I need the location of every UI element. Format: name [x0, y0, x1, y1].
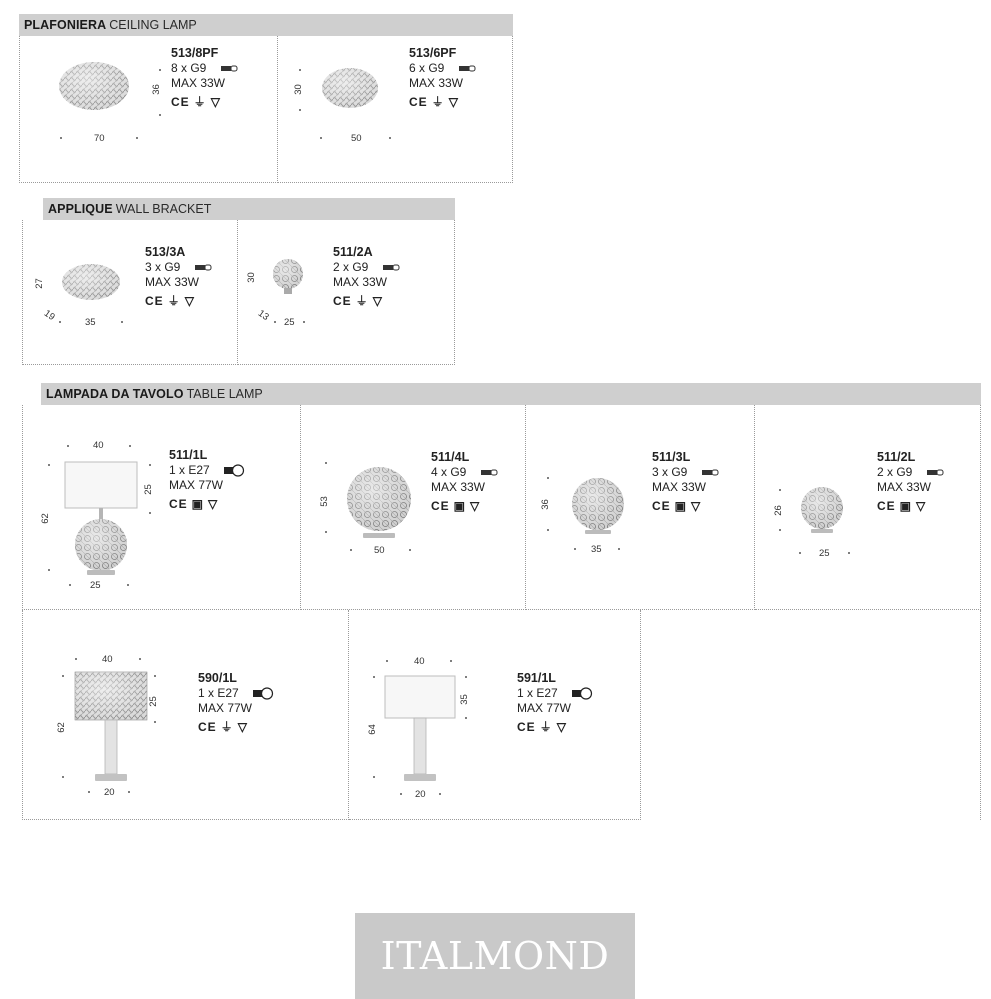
product-code: 511/1L — [169, 448, 208, 462]
section-title-it: APPLIQUE — [48, 202, 113, 216]
dim-height: 26 — [772, 505, 784, 516]
table-lamp-image — [799, 485, 845, 535]
bulb-spec: 1 x E27 — [517, 686, 593, 701]
dim-dot — [299, 69, 301, 71]
dim-dot — [159, 69, 161, 71]
dim-height: 36 — [539, 499, 551, 510]
power-spec: MAX 33W — [409, 76, 464, 90]
ce-mark-icon: CE — [171, 95, 190, 109]
product-spec — [877, 450, 944, 514]
dim-dot — [149, 464, 151, 466]
table-lamp-image — [345, 465, 413, 541]
power-spec: MAX 33W — [877, 480, 932, 494]
product-card-513-8pf — [19, 36, 278, 183]
triangle-v-icon: ▽ — [237, 720, 248, 734]
dim-dot — [325, 531, 327, 533]
earth-icon: ⏚ — [220, 720, 234, 734]
right-edge-rule — [980, 610, 981, 820]
dim-dot — [303, 321, 305, 323]
dim-dot — [325, 462, 327, 464]
g9-capsule-icon — [458, 65, 476, 72]
dim-depth: 13 — [255, 307, 271, 324]
dim-width: 50 — [374, 545, 385, 556]
product-spec — [171, 46, 238, 110]
cert-marks — [877, 499, 944, 514]
triangle-v-icon: ▽ — [691, 499, 702, 513]
g9-capsule-icon — [194, 264, 212, 271]
dim-dot — [154, 675, 156, 677]
triangle-v-icon: ▽ — [184, 294, 195, 308]
product-code: 590/1L — [198, 671, 237, 685]
double-square-icon: ▣ — [453, 499, 467, 513]
dim-height: 30 — [245, 272, 257, 283]
dim-dot — [67, 445, 69, 447]
triangle-v-icon: ▽ — [448, 95, 459, 109]
ce-mark-icon: CE — [198, 720, 217, 734]
dim-dot — [373, 776, 375, 778]
dim-width: 35 — [85, 317, 96, 328]
triangle-v-icon: ▽ — [470, 499, 481, 513]
cert-marks — [169, 497, 245, 512]
dim-dot — [439, 793, 441, 795]
bulb-spec: 1 x E27 — [169, 463, 245, 478]
earth-icon: ⏚ — [539, 720, 553, 734]
power-spec: MAX 33W — [171, 76, 226, 90]
product-spec — [652, 450, 719, 514]
ce-mark-icon: CE — [431, 499, 450, 513]
product-card-511-1l — [22, 405, 301, 610]
earth-icon: ⏚ — [431, 95, 445, 109]
cert-marks — [145, 294, 212, 309]
dim-dot — [547, 529, 549, 531]
cert-marks — [171, 95, 238, 110]
product-card-511-3l — [526, 405, 755, 610]
earth-icon: ⏚ — [193, 95, 207, 109]
product-card-590-1l — [22, 610, 349, 820]
power-spec: MAX 33W — [145, 275, 200, 289]
dim-dot — [48, 464, 50, 466]
dim-height: 62 — [39, 513, 51, 524]
bulb-spec: 4 x G9 — [431, 465, 498, 480]
double-square-icon: ▣ — [674, 499, 688, 513]
e27-bulb-icon — [571, 687, 593, 700]
product-code: 511/2L — [877, 450, 916, 464]
dim-width: 20 — [415, 789, 426, 800]
dim-dot — [59, 321, 61, 323]
dim-dot — [62, 675, 64, 677]
power-spec: MAX 33W — [652, 480, 707, 494]
dim-depth: 19 — [41, 307, 57, 324]
dim-height: 36 — [150, 84, 162, 95]
dim-dot — [779, 489, 781, 491]
cert-marks — [517, 720, 593, 735]
table-lamp-image — [73, 672, 149, 784]
section-title-it: PLAFONIERA — [24, 18, 107, 32]
cert-marks — [198, 720, 274, 735]
dim-dot — [69, 584, 71, 586]
section-title-it: LAMPADA DA TAVOLO — [46, 387, 184, 401]
dim-dot — [274, 321, 276, 323]
product-spec — [409, 46, 476, 110]
triangle-v-icon: ▽ — [210, 95, 221, 109]
triangle-v-icon: ▽ — [372, 294, 383, 308]
section-title-en: CEILING LAMP — [109, 18, 197, 32]
double-square-icon: ▣ — [191, 497, 205, 511]
dim-dot — [128, 791, 130, 793]
bulb-spec: 3 x G9 — [652, 465, 719, 480]
ce-mark-icon: CE — [145, 294, 164, 308]
bulb-spec: 8 x G9 — [171, 61, 238, 76]
cert-marks — [333, 294, 400, 309]
g9-capsule-icon — [480, 469, 498, 476]
g9-capsule-icon — [701, 469, 719, 476]
dim-dot — [386, 660, 388, 662]
e27-bulb-icon — [223, 464, 245, 477]
dim-shade-height: 35 — [458, 694, 470, 705]
dim-dot — [389, 137, 391, 139]
dim-width: 20 — [104, 787, 115, 798]
brand-logo: ITALMOND — [355, 913, 635, 999]
product-spec — [145, 245, 212, 309]
product-card-511-4l — [301, 405, 526, 610]
dim-width: 25 — [819, 548, 830, 559]
dim-dot — [127, 584, 129, 586]
dim-dot — [149, 512, 151, 514]
product-code: 511/2A — [333, 245, 373, 259]
triangle-v-icon: ▽ — [916, 499, 927, 513]
power-spec: MAX 77W — [517, 701, 572, 715]
dim-dot — [88, 791, 90, 793]
g9-capsule-icon — [220, 65, 238, 72]
dim-dot — [75, 658, 77, 660]
product-code: 511/4L — [431, 450, 470, 464]
table-lamp-image — [570, 477, 626, 537]
dim-shade-height: 25 — [147, 696, 159, 707]
dim-dot — [450, 660, 452, 662]
dim-dot — [129, 445, 131, 447]
product-card-591-1l — [349, 610, 641, 820]
section-title-en: WALL BRACKET — [115, 202, 212, 216]
bulb-spec: 1 x E27 — [198, 686, 274, 701]
cert-marks — [652, 499, 719, 514]
dim-width: 25 — [90, 580, 101, 591]
table-lamp-image — [65, 462, 137, 576]
product-code: 511/3L — [652, 450, 691, 464]
dim-height: 62 — [55, 722, 67, 733]
ce-mark-icon: CE — [877, 499, 896, 513]
dim-width: 50 — [351, 133, 362, 144]
ce-mark-icon: CE — [169, 497, 188, 511]
double-square-icon: ▣ — [899, 499, 913, 513]
product-spec — [198, 671, 274, 735]
dim-dot — [547, 477, 549, 479]
section-title-en: TABLE LAMP — [186, 387, 263, 401]
dim-dot — [299, 109, 301, 111]
product-code: 513/3A — [145, 245, 186, 259]
power-spec: MAX 77W — [198, 701, 253, 715]
dim-dot — [409, 549, 411, 551]
wall-lamp-image — [272, 256, 304, 296]
triangle-v-icon: ▽ — [208, 497, 219, 511]
table-lamp-image — [383, 676, 459, 786]
power-spec: MAX 33W — [431, 480, 486, 494]
dim-dot — [320, 137, 322, 139]
dim-dot — [400, 793, 402, 795]
ceiling-lamp-image — [58, 58, 130, 114]
dim-height: 64 — [366, 724, 378, 735]
product-card-511-2a — [238, 220, 455, 365]
dim-height: 53 — [318, 496, 330, 507]
section-header-ceiling — [19, 14, 513, 36]
product-card-513-6pf — [278, 36, 513, 183]
dim-dot — [799, 552, 801, 554]
ce-mark-icon: CE — [409, 95, 428, 109]
dim-dot — [62, 776, 64, 778]
product-code: 513/6PF — [409, 46, 457, 60]
dim-height: 30 — [292, 84, 304, 95]
dim-dot — [60, 137, 62, 139]
product-spec — [431, 450, 498, 514]
ce-mark-icon: CE — [333, 294, 352, 308]
product-code: 591/1L — [517, 671, 556, 685]
bulb-spec: 2 x G9 — [877, 465, 944, 480]
earth-icon: ⏚ — [355, 294, 369, 308]
dim-dot — [121, 321, 123, 323]
dim-dot — [779, 529, 781, 531]
dim-top-width: 40 — [102, 654, 113, 665]
dim-dot — [574, 548, 576, 550]
product-card-513-3a — [22, 220, 238, 365]
dim-top-width: 40 — [414, 656, 425, 667]
e27-bulb-icon — [252, 687, 274, 700]
dim-dot — [350, 549, 352, 551]
dim-dot — [848, 552, 850, 554]
dim-dot — [465, 676, 467, 678]
dim-height: 27 — [33, 278, 45, 289]
g9-capsule-icon — [382, 264, 400, 271]
triangle-v-icon: ▽ — [556, 720, 567, 734]
cert-marks — [431, 499, 498, 514]
dim-dot — [465, 717, 467, 719]
dim-dot — [139, 658, 141, 660]
dim-dot — [48, 569, 50, 571]
section-header-wall — [43, 198, 455, 220]
product-code: 513/8PF — [171, 46, 219, 60]
dim-dot — [159, 114, 161, 116]
product-spec — [333, 245, 400, 309]
dim-width: 70 — [94, 133, 105, 144]
dim-dot — [136, 137, 138, 139]
power-spec: MAX 77W — [169, 478, 224, 492]
ce-mark-icon: CE — [652, 499, 671, 513]
dim-width: 25 — [284, 317, 295, 328]
section-header-table — [41, 383, 981, 405]
ceiling-lamp-image — [321, 66, 379, 110]
g9-capsule-icon — [926, 469, 944, 476]
dim-dot — [154, 721, 156, 723]
earth-icon: ⏚ — [167, 294, 181, 308]
cert-marks — [409, 95, 476, 110]
bulb-spec: 2 x G9 — [333, 260, 400, 275]
dim-width: 35 — [591, 544, 602, 555]
bulb-spec: 6 x G9 — [409, 61, 476, 76]
product-spec — [517, 671, 593, 735]
product-spec — [169, 448, 245, 512]
dim-dot — [373, 676, 375, 678]
wall-lamp-image — [61, 262, 121, 302]
dim-top-width: 40 — [93, 440, 104, 451]
dim-dot — [618, 548, 620, 550]
ce-mark-icon: CE — [517, 720, 536, 734]
power-spec: MAX 33W — [333, 275, 388, 289]
product-card-511-2l — [755, 405, 981, 610]
bulb-spec: 3 x G9 — [145, 260, 212, 275]
dim-shade-height: 25 — [142, 484, 154, 495]
